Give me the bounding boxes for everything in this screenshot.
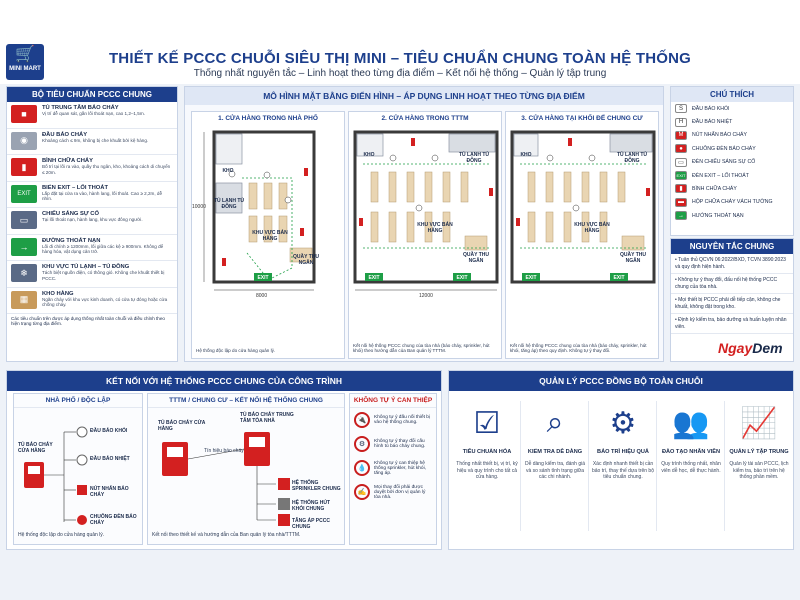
standard-desc: Ngăn cháy với khu vực kinh doanh, có cửa tự đóng hoặc cửa chống cháy.: [42, 296, 168, 307]
device-label: CHUÔNG ĐÈN BÁO CHÁY: [90, 514, 137, 526]
brand-watermark: NgayDem: [718, 340, 783, 356]
store-panel-box: [24, 462, 44, 488]
standard-title: ĐƯỜNG THOÁT NẠN: [42, 237, 101, 244]
bullet: •: [675, 317, 679, 323]
legend-label: NÚT NHẤN BÁO CHÁY: [692, 132, 747, 139]
page-title: THIẾT KẾ PCCC CHUỖI SIÊU THỊ MINI – TIÊU CHUẨN CHUNG TOÀN HỆ THỐNG: [108, 50, 692, 67]
legend-symbol-icon: EXIT: [676, 173, 686, 179]
bullet: •: [675, 277, 679, 283]
standard-text: [42, 238, 173, 255]
zone-fridge: TỦ LẠNH TỦ ĐÔNG: [459, 152, 489, 164]
legend-label: CHUÔNG ĐÈN BÁO CHÁY: [692, 145, 756, 152]
fridge-zone: [449, 134, 495, 152]
fridge-icon: ❄: [11, 264, 37, 282]
standard-title: ĐẦU BÁO CHÁY: [42, 131, 88, 138]
standard-title: CHIẾU SÁNG SỰ CỐ: [42, 211, 99, 217]
standard-item: [7, 208, 177, 235]
floorplan-title: MÔ HÌNH MẶT BẰNG ĐIỂN HÌNH – ÁP DỤNG LINH HOẠT THEO TỪNG ĐỊA ĐIỂM: [185, 87, 663, 105]
independent-title: NHÀ PHỐ / ĐỘC LẬP: [14, 394, 142, 408]
standard-desc: Tại lối thoát nạn, hành lang, khu vực đông người.: [42, 217, 143, 222]
management-column: [727, 397, 791, 481]
standard-desc: Lắp đặt tại cửa ra vào, hành lang, lối thoát. Cao ≥ 2,2m, dễ nhìn.: [42, 190, 163, 201]
independent-note: Hệ thống độc lập do cửa hàng quản lý.: [18, 532, 105, 538]
legend-title: CHÚ THÍCH: [671, 87, 793, 102]
exit-sign-icon: EXIT: [11, 185, 37, 203]
management-desc: Xác định nhanh thiết bị cần bảo trì, thay thế dựa trên bộ tiêu chuẩn chung.: [592, 461, 654, 480]
standard-text: [42, 264, 173, 281]
standard-desc: Bố trí tại lối ra vào, quầy thu ngân, kho, khoảng cách di chuyển ≤ 20m.: [42, 164, 171, 175]
principle-item: [671, 294, 793, 314]
management-desc: Quy trình thống nhất, nhân viên dễ học, dễ thực hành.: [661, 461, 721, 474]
prohibited-text: Không tự ý can thiệp hệ thống sprinkler, hút khói, tăng áp.: [374, 460, 426, 476]
legend-symbol-icon: ▬: [675, 198, 687, 207]
column-divider: [656, 401, 657, 531]
pressurization-icon: [278, 514, 290, 526]
standard-item: [7, 235, 177, 262]
legend-label: HỘP CHỮA CHÁY VÁCH TƯỜNG: [692, 199, 773, 206]
prohibited-item: [350, 432, 436, 456]
legend-symbol-icon: M: [675, 131, 687, 140]
checklist-icon: ☑: [473, 406, 501, 440]
magnifier-icon: ⌕: [546, 406, 564, 439]
standards-list: [7, 102, 177, 314]
standard-desc: Lối đi chính ≥ 1200mm, lối giữa các kệ ≥ 900mm. Không để hàng hóa, vật dụng cản trở.: [42, 243, 164, 254]
legend-item: [671, 209, 793, 222]
connection-panel: [6, 370, 442, 550]
legend-label: BÌNH CHỮA CHÁY: [692, 185, 737, 192]
no-entry-icon: ⚙: [354, 436, 370, 452]
management-title-text: TIÊU CHUẨN HÓA: [462, 449, 512, 455]
prohibited-box: [349, 393, 437, 545]
zone-cashier: QUẦY THU NGÂN: [462, 252, 490, 264]
legend-item: [671, 129, 793, 142]
townhouse-floorplan: [192, 128, 346, 303]
svg-text:EXIT: EXIT: [525, 275, 537, 281]
standards-panel: [6, 86, 178, 362]
legend-label: HƯỚNG THOÁT NẠN: [692, 212, 744, 219]
legend-item: [671, 169, 793, 182]
legend-label: ĐÈN CHIẾU SÁNG SỰ CỐ: [692, 159, 756, 166]
bell-icon: [77, 515, 87, 525]
store-title: 2. CỬA HÀNG TRONG TTTM: [381, 115, 469, 122]
standard-item: [7, 182, 177, 209]
legend-symbol-icon: S: [675, 104, 687, 113]
prohibited-item: [350, 408, 436, 432]
prohibited-text: Mọi thay đổi phải được duyệt bởi đơn vị quản lý tòa nhà.: [374, 484, 426, 500]
management-desc: Quản lý tài sản PCCC, lịch kiểm tra, bảo trì trên hệ thống phần mềm.: [729, 461, 789, 480]
standard-item: [7, 261, 177, 288]
standard-text: [42, 211, 143, 223]
connection-title: KẾT NỐI VỚI HỆ THỐNG PCCC CHUNG CỦA CÔNG TRÌNH: [7, 371, 441, 391]
svg-text:EXIT: EXIT: [456, 275, 468, 281]
extinguisher-icon: ▮: [11, 158, 37, 176]
legend-symbol-icon: →: [675, 211, 687, 220]
legend-symbol-icon: H: [675, 118, 687, 127]
standard-desc: Tách biệt nguồn điện, có thông gió. Không che khuất thiết bị PCCC.: [42, 270, 165, 281]
fire-alarm-panel-icon: ■: [11, 105, 37, 123]
legend-panel: [670, 86, 794, 236]
standard-text: [42, 132, 148, 144]
management-title-text: ĐÀO TẠO NHÂN VIÊN: [661, 449, 721, 455]
zone-storage: KHO: [520, 152, 532, 158]
standard-title: BIỂN EXIT – LỐI THOÁT: [42, 184, 109, 191]
legend-item: [671, 102, 793, 115]
independent-system: [13, 393, 143, 545]
header: [0, 0, 800, 84]
bullet: •: [675, 297, 679, 303]
store-panel-label: TỦ BÁO CHÁY CỬA HÀNG: [158, 420, 206, 432]
smoke-detector-icon: ◉: [11, 132, 37, 150]
dimension-width: 8000: [256, 293, 268, 299]
device-label: ĐẦU BÁO KHÓI: [90, 428, 128, 434]
legend-label: ĐẦU BÁO KHÓI: [692, 105, 730, 112]
legend-label: ĐÈN EXIT – LỐI THOÁT: [692, 172, 749, 179]
principle-text: Mọi thiết bị PCCC phải dễ tiếp cận, không che khuất, không đặt trong kho.: [675, 297, 781, 310]
call-point-icon: [77, 485, 87, 495]
system-label: TĂNG ÁP PCCC CHUNG: [292, 518, 330, 530]
svg-text:EXIT: EXIT: [257, 275, 269, 281]
standard-item: [7, 155, 177, 182]
legend-item: [671, 115, 793, 128]
store-note: Hệ thống độc lập do cửa hàng quản lý.: [196, 348, 276, 354]
principle-item: [671, 254, 793, 274]
zone-sales: KHU VỰC BÁN HÀNG: [574, 222, 610, 234]
principle-item: [671, 274, 793, 294]
management-title-text: BẢO TRÌ HIỆU QUẢ: [597, 449, 649, 455]
zone-cashier: QUẦY THU NGÂN: [619, 252, 647, 264]
system-label: HỆ THỐNG HÚT KHÓI CHUNG: [292, 500, 331, 512]
principle-item: [671, 314, 793, 334]
standard-title: TỦ TRUNG TÂM BÁO CHÁY: [42, 105, 119, 111]
smoke-detector-icon: [77, 427, 87, 437]
heat-detector-icon: [77, 455, 87, 465]
bullet: •: [675, 257, 679, 263]
logo-text: MINI MART: [9, 66, 41, 72]
prohibited-title: KHÔNG TỰ Ý CAN THIỆP: [350, 394, 436, 408]
standards-footer: Các tiêu chuẩn trên được áp dụng thống nhất toàn chuỗi và điều chỉnh theo hiện trạng từng địa điểm.: [11, 316, 165, 326]
legend-label: ĐẦU BÁO NHIỆT: [692, 119, 733, 126]
standard-item: [7, 288, 177, 315]
management-desc: Dễ dàng kiểm tra, đánh giá và so sánh tình trạng giữa các chi nhánh.: [524, 461, 586, 480]
prohibited-text: Không tự ý thay đổi cấu hình tủ báo cháy chung.: [374, 439, 426, 449]
column-divider: [724, 401, 725, 531]
prohibited-text: Không tự ý đấu nối thiết bị vào hệ thống chung.: [374, 415, 431, 425]
principle-text: Tuân thủ QCVN 06:2022/BXD, TCVN 3890:2023 và quy định hiện hành.: [675, 257, 786, 270]
device-label: NÚT NHẤN BÁO CHÁY: [90, 486, 129, 498]
system-label: HỆ THỐNG SPRINKLER CHUNG: [292, 480, 341, 492]
zone-cashier: QUẦY THU NGÂN: [292, 254, 320, 266]
no-entry-icon: 💧: [354, 460, 370, 476]
sprinkler-icon: [278, 478, 290, 490]
legend-symbol-icon: ●: [675, 144, 687, 153]
management-column: [659, 397, 723, 474]
prohibited-list: [350, 408, 436, 504]
store-note: Kết nối hệ thống PCCC chung của tòa nhà (báo cháy, sprinkler, hút khói, tăng áp) theo quy định. Không tự ý thay đổi.: [510, 342, 647, 354]
standard-text: [42, 291, 173, 308]
mini-mart-logo: [6, 44, 44, 80]
gear-icon: ⚙: [609, 406, 637, 440]
column-divider: [520, 401, 521, 531]
store-panel-label: TỦ BÁO CHÁY CỬA HÀNG: [18, 442, 53, 454]
emergency-light-icon: ▭: [11, 211, 37, 229]
zone-sales: KHU VỰC BÁN HÀNG: [252, 230, 288, 242]
monitor-chart-icon: 📈: [740, 406, 778, 440]
legend-symbol-icon: ▮: [675, 184, 687, 193]
standard-item: [7, 102, 177, 129]
management-panel: [448, 370, 794, 550]
management-title-text: QUẢN LÝ TẬP TRUNG: [729, 449, 789, 455]
floorplan-panel: [184, 86, 664, 362]
management-title-text: KIỂM TRA DỄ DÀNG: [527, 449, 583, 455]
standard-desc: Vị trí dễ quan sát, gần lối thoát nạn, cao 1,2–1,5m.: [42, 111, 145, 116]
legend-item: [671, 196, 793, 209]
store-mall: [348, 111, 502, 359]
standard-title: KHO HÀNG: [42, 290, 74, 297]
principle-text: Không tự ý thay đổi, đấu nối hệ thống PCCC chung của tòa nhà.: [675, 277, 778, 290]
management-desc: Thống nhất thiết bị, vị trí, ký hiệu và quy trình cho tất cả cửa hàng.: [456, 461, 518, 480]
warehouse-icon: ▦: [11, 291, 37, 309]
people-icon: 👥: [672, 406, 710, 440]
storage-room: [216, 134, 242, 164]
management-column: [591, 397, 655, 481]
store-title: 3. CỬA HÀNG TẠI KHỐI ĐẾ CHUNG CƯ: [521, 115, 643, 122]
shared-note: Kết nối theo thiết kế và hướng dẫn của Ban quản lý tòa nhà/TTTM.: [152, 532, 301, 538]
standard-item: [7, 129, 177, 156]
shared-title: TTTM / CHUNG CƯ – KẾT NỐI HỆ THỐNG CHUNG: [148, 394, 344, 408]
no-entry-icon: 🔌: [354, 412, 370, 428]
fridge-zone: [610, 134, 652, 152]
management-title: QUẢN LÝ PCCC ĐỒNG BỘ TOÀN CHUỖI: [449, 371, 793, 391]
escape-route-icon: →: [11, 238, 37, 256]
column-divider: [588, 401, 589, 531]
legend-item: [671, 182, 793, 195]
principles-title: NGUYÊN TẮC CHUNG: [671, 239, 793, 254]
legend-list: [671, 102, 793, 222]
principle-text: Định kỳ kiểm tra, bảo dưỡng và huấn luyện nhân viên.: [675, 317, 787, 330]
store-apartment-podium: [505, 111, 659, 359]
standard-text: [42, 105, 145, 117]
shared-system: [147, 393, 345, 545]
legend-item: [671, 142, 793, 155]
prohibited-item: [350, 480, 436, 504]
zone-storage: KHO: [363, 152, 375, 158]
principles-list: [671, 254, 793, 334]
dimension-width: 12000: [419, 293, 433, 299]
dimension-height: 10000: [192, 204, 206, 210]
zone-storage: KHO: [222, 168, 234, 174]
device-label: ĐẦU BÁO NHIỆT: [90, 456, 130, 462]
standard-text: [42, 158, 173, 175]
prohibited-item: [350, 456, 436, 480]
zone-fridge: TỦ LẠNH TỦ ĐÔNG: [617, 152, 647, 164]
store-townhouse: [191, 111, 345, 359]
management-column: [523, 397, 587, 481]
svg-text:EXIT: EXIT: [613, 275, 625, 281]
legend-item: [671, 156, 793, 169]
legend-symbol-icon: ▭: [675, 158, 687, 167]
exhaust-fan-icon: [278, 498, 290, 510]
store-title: 1. CỬA HÀNG TRONG NHÀ PHỐ: [218, 115, 318, 122]
zone-fridge: TỦ LẠNH TỦ ĐÔNG: [214, 198, 244, 210]
standards-title: BỘ TIÊU CHUẨN PCCC CHUNG: [7, 87, 177, 102]
store-note: Kết nối hệ thống PCCC chung của tòa nhà (báo cháy, sprinkler, hút khói) theo hướng dẫn của Ban quản lý TTTM.: [353, 342, 490, 354]
standard-text: [42, 185, 173, 202]
page-subtitle: Thống nhất nguyên tắc – Linh hoạt theo từng địa điểm – Kết nối hệ thống – Quản lý tập trung: [193, 68, 607, 79]
svg-text:EXIT: EXIT: [368, 275, 380, 281]
no-entry-icon: ✍: [354, 484, 370, 500]
management-column: [455, 397, 519, 481]
standard-title: BÌNH CHỮA CHÁY: [42, 158, 93, 164]
signal-label: Tín hiệu báo cháy: [204, 448, 244, 454]
standard-desc: Khoảng cách ≤ 9m, không bị che khuất bởi kệ hàng.: [42, 137, 149, 143]
zone-sales: KHU VỰC BÁN HÀNG: [417, 222, 453, 234]
cart-icon: 🛒: [15, 46, 35, 63]
central-panel-label: TỦ BÁO CHÁY TRUNG TÂM TÒA NHÀ: [240, 412, 294, 424]
standard-title: KHU VỰC TỦ LẠNH – TỦ ĐÔNG: [42, 264, 130, 270]
